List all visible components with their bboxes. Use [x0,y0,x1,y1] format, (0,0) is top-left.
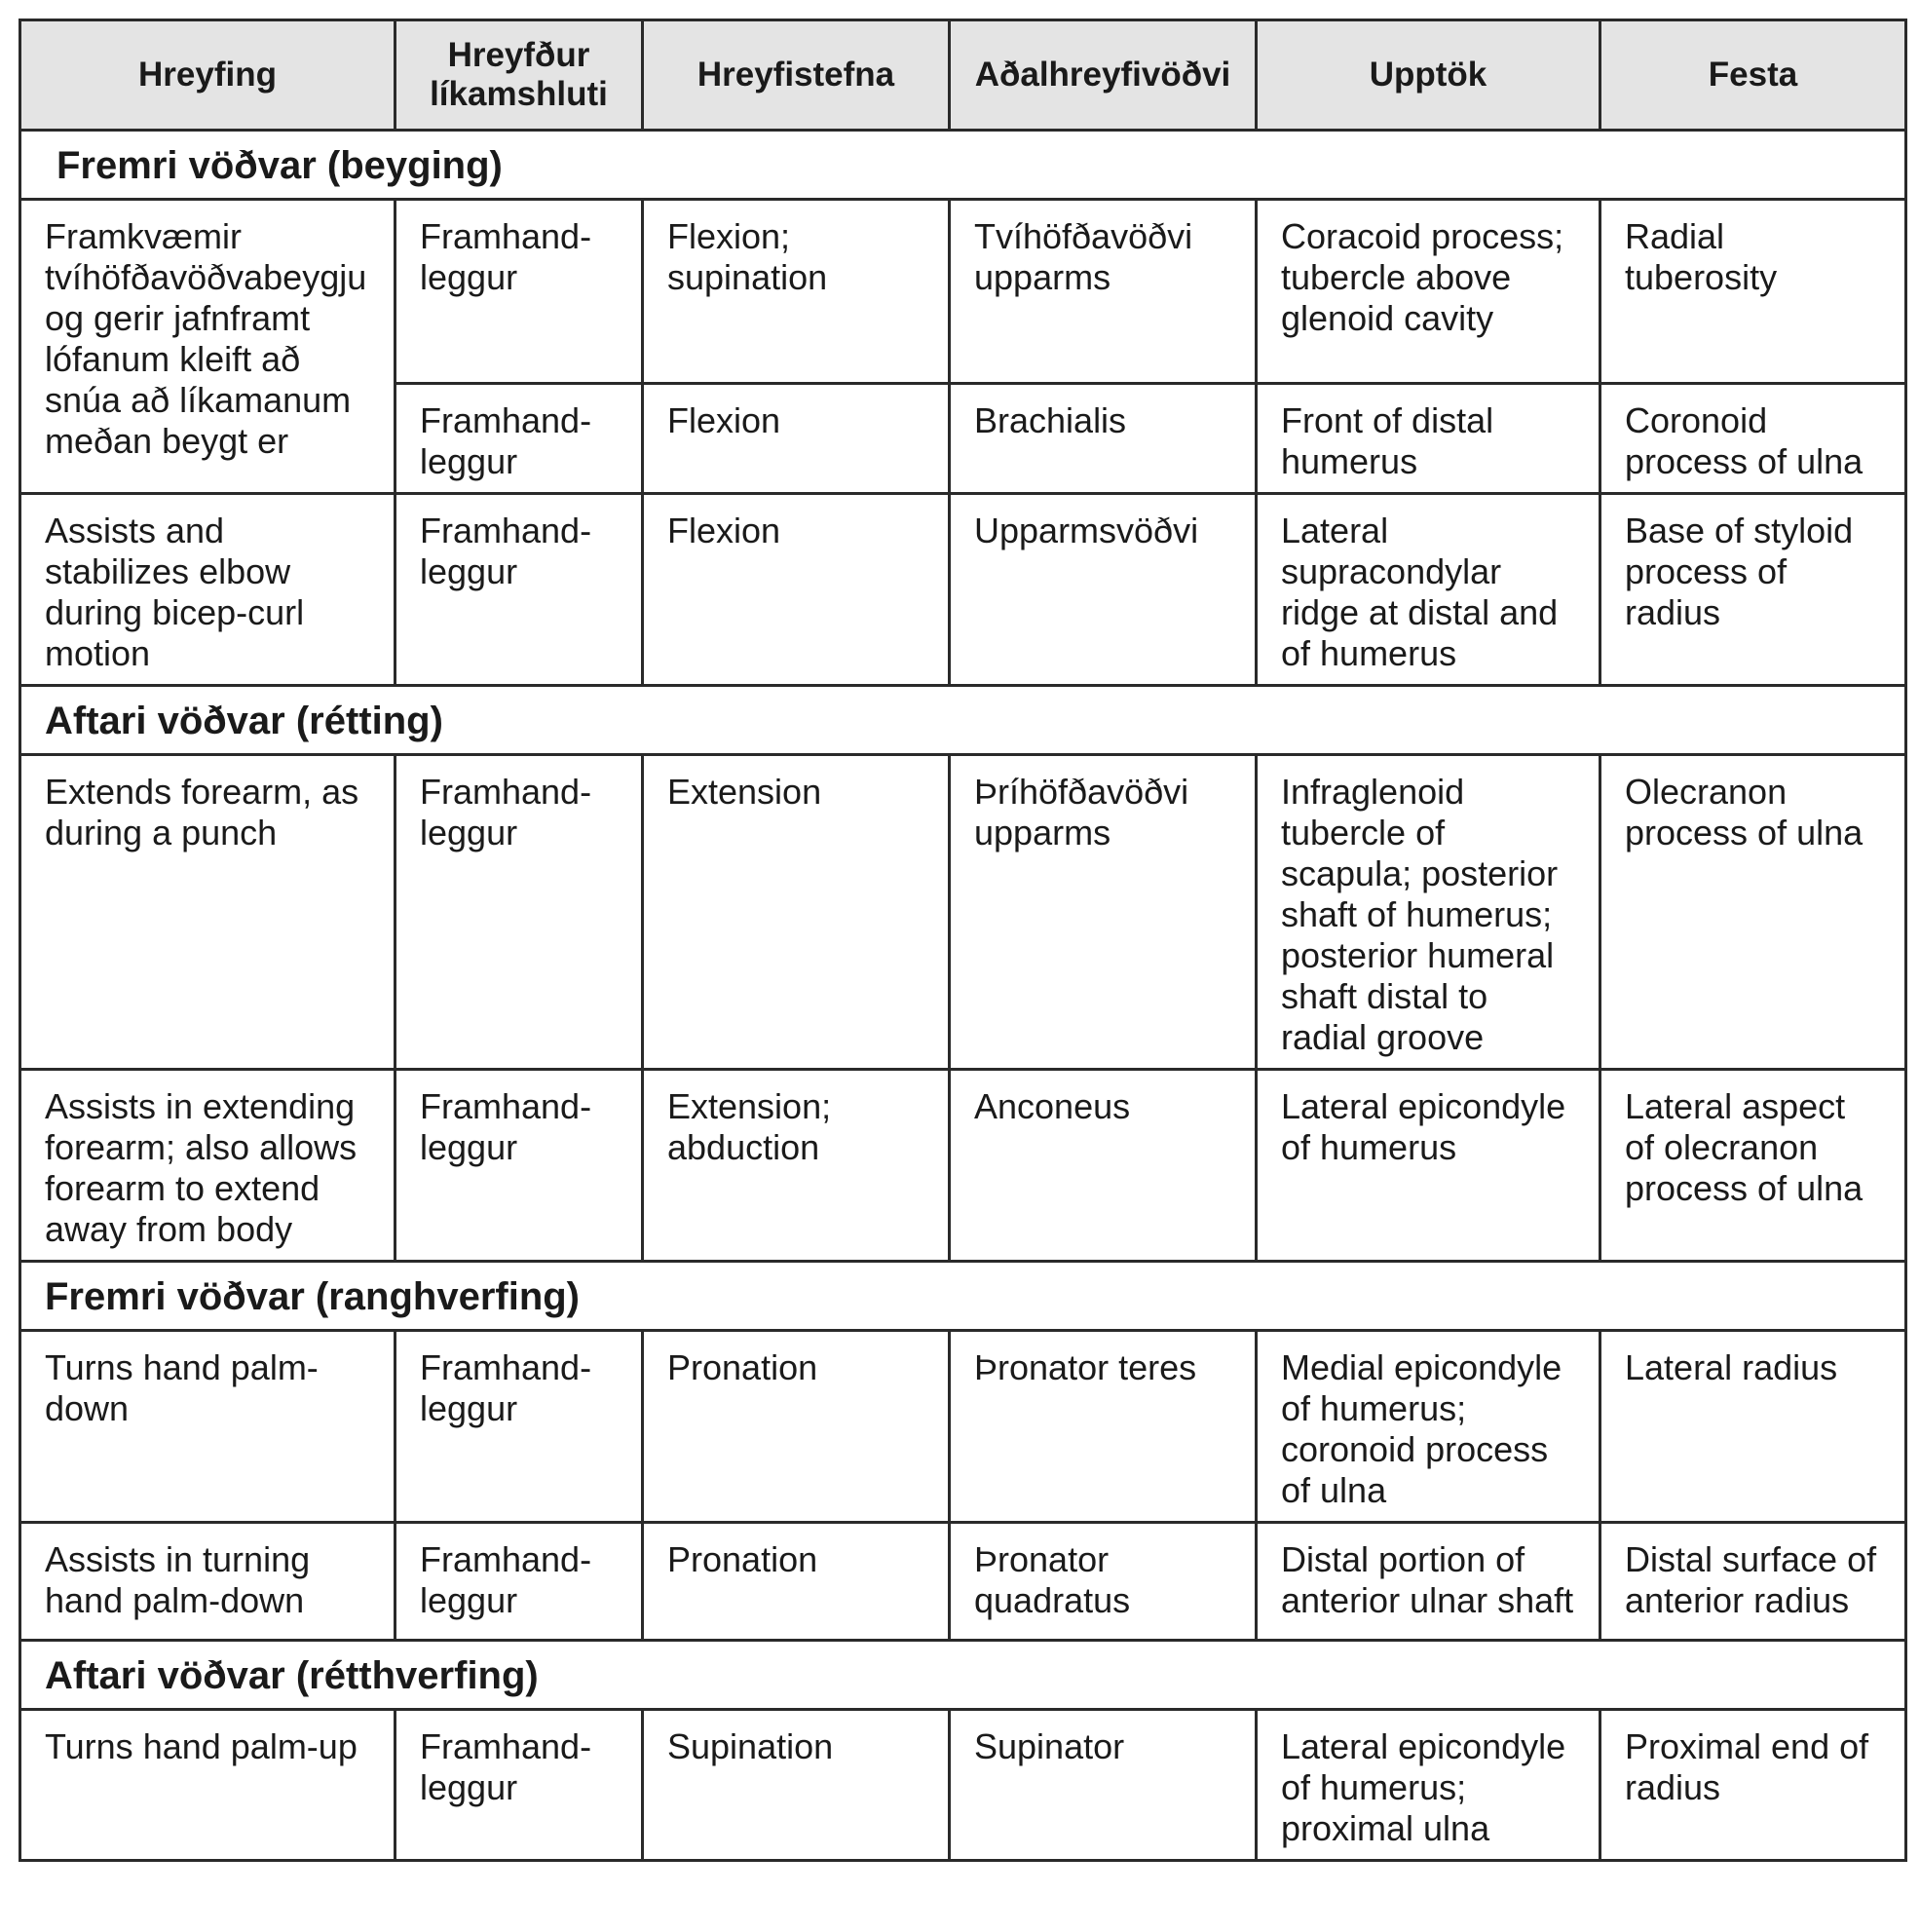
cell-origin: Lateral epicondyle of humerus [1257,1070,1600,1262]
cell-body-part: Framhand-leggur [395,1523,643,1641]
cell-direction: Flexion; supination [643,200,950,384]
cell-prime-mover: Þronator teres [950,1331,1257,1523]
cell-body-part: Framhand-leggur [395,1331,643,1523]
table-row [20,494,1906,686]
cell-origin: Lateral epicondyle of humerus; proximal ulna [1257,1710,1600,1861]
header-row [20,20,1906,131]
cell-insertion: Coronoid process of ulna [1600,384,1906,494]
muscle-table [19,19,1907,1862]
cell-insertion: Base of styloid process of radius [1600,494,1906,686]
header-origin: Upptök [1257,20,1600,131]
cell-prime-mover: Supinator [950,1710,1257,1861]
table-row [20,755,1906,1070]
header-direction: Hreyfistefna [643,20,950,131]
cell-prime-mover: Upparmsvöðvi [950,494,1257,686]
cell-insertion: Olecranon process of ulna [1600,755,1906,1070]
table-header [20,20,1906,131]
cell-origin: Lateral supracondylar ridge at distal and of humerus [1257,494,1600,686]
cell-insertion: Distal surface of anterior radius [1600,1523,1906,1641]
cell-insertion: Radial tuberosity [1600,200,1906,384]
section-title: Fremri vöðvar (ranghverfing) [20,1262,1906,1331]
cell-body-part: Framhand-leggur [395,200,643,384]
cell-direction: Extension; abduction [643,1070,950,1262]
cell-direction: Supination [643,1710,950,1861]
cell-movement: Assists in extending forearm; also allows forearm to extend away from body [20,1070,395,1262]
cell-direction: Pronation [643,1331,950,1523]
cell-insertion: Proximal end of radius [1600,1710,1906,1861]
cell-prime-mover: Þríhöfðavöðvi upparms [950,755,1257,1070]
header-insertion: Festa [1600,20,1906,131]
section-row [20,686,1906,755]
section-title: Aftari vöðvar (rétting) [20,686,1906,755]
cell-prime-mover: Tvíhöfðavöðvi upparms [950,200,1257,384]
table-row [20,1070,1906,1262]
cell-movement: Framkvæmir tvíhöfðavöðvabeygju og gerir jafnframt lófanum kleift að snúa að líkamanum meðan beygt er [20,200,395,494]
cell-origin: Medial epicondyle of humerus; coronoid process of ulna [1257,1331,1600,1523]
cell-body-part: Framhand-leggur [395,494,643,686]
cell-movement: Turns hand palm-down [20,1331,395,1523]
cell-prime-mover: Þronator quadratus [950,1523,1257,1641]
cell-movement: Turns hand palm-up [20,1710,395,1861]
section-row [20,131,1906,200]
cell-direction: Extension [643,755,950,1070]
cell-direction: Flexion [643,384,950,494]
table-row [20,1523,1906,1641]
cell-prime-mover: Brachialis [950,384,1257,494]
section-title: Fremri vöðvar (beyging) [20,131,1906,200]
table-row [20,1710,1906,1861]
cell-body-part: Framhand-leggur [395,1710,643,1861]
section-row [20,1641,1906,1710]
cell-origin: Infraglenoid tubercle of scapula; posterior shaft of humerus; posterior humeral shaft distal to radial groove [1257,755,1600,1070]
cell-insertion: Lateral radius [1600,1331,1906,1523]
table-row [20,1331,1906,1523]
section-row [20,1262,1906,1331]
cell-origin: Coracoid process; tubercle above glenoid cavity [1257,200,1600,384]
cell-insertion: Lateral aspect of olecranon process of ulna [1600,1070,1906,1262]
cell-prime-mover: Anconeus [950,1070,1257,1262]
cell-body-part: Framhand-leggur [395,1070,643,1262]
header-body-part: Hreyfður líkamshluti [395,20,643,131]
cell-movement: Assists and stabilizes elbow during bicep-curl motion [20,494,395,686]
cell-direction: Flexion [643,494,950,686]
cell-direction: Pronation [643,1523,950,1641]
cell-movement: Assists in turning hand palm-down [20,1523,395,1641]
cell-origin: Front of distal humerus [1257,384,1600,494]
table-body [20,131,1906,1861]
header-movement: Hreyfing [20,20,395,131]
section-title: Aftari vöðvar (rétthverfing) [20,1641,1906,1710]
cell-body-part: Framhand-leggur [395,755,643,1070]
table-row [20,200,1906,384]
cell-body-part: Framhand-leggur [395,384,643,494]
cell-origin: Distal portion of anterior ulnar shaft [1257,1523,1600,1641]
header-prime-mover: Aðalhreyfivöðvi [950,20,1257,131]
cell-movement: Extends forearm, as during a punch [20,755,395,1070]
